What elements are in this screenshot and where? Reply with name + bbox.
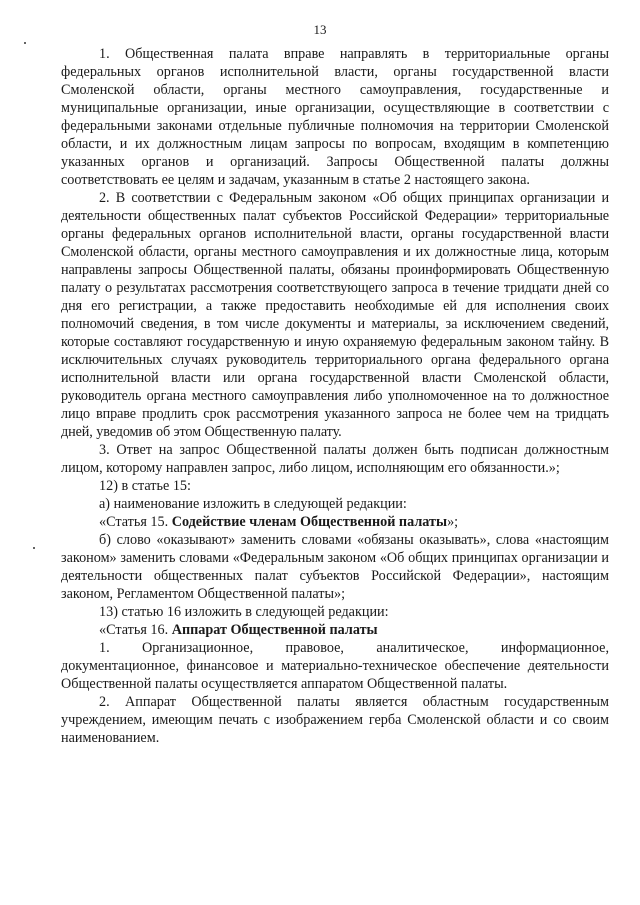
- article-16-heading: Аппарат Общественной палаты: [171, 622, 378, 638]
- article-16-prefix: «Статья 16.: [99, 622, 172, 638]
- article-15-heading: Содействие членам Общественной палаты: [171, 514, 448, 530]
- article-15-suffix: »;: [447, 514, 459, 530]
- paragraph-article-15-title: [61, 513, 609, 531]
- page-number: 13: [313, 22, 327, 37]
- paragraph-response-signature: 3. Ответ на запрос Общественной палаты должен быть подписан должностным лицом, которому направлен запрос, либо лицом, исполняющим его обязанности.»;: [61, 442, 609, 476]
- paragraph-item-13: 13) статью 16 изложить в следующей редакции:: [99, 604, 389, 620]
- scan-speck: [33, 547, 35, 549]
- paragraph-item-12b: б) слово «оказывают» заменить словами «обязаны оказывать», слова «настоящим законом» заменить словами «Федеральным законом «Об общих принципах организации и деятельности общественных палат субъектов Российской Федерации», настоящим законом, Регламентом Общественной палаты»;: [61, 532, 609, 602]
- paragraph-article-16-title: [61, 621, 609, 639]
- paragraph-item-12a: а) наименование изложить в следующей редакции:: [99, 496, 407, 512]
- document-body: [61, 45, 609, 747]
- paragraph-apparatus-support: 1. Организационное, правовое, аналитическое, информационное, документационное, финансовое и материально-техническое обеспечение деятельности Общественной палаты осуществляется аппаратом Общественной палаты.: [61, 640, 609, 692]
- paragraph-response-obligation: 2. В соответствии с Федеральным законом «Об общих принципах организации и деятельности общественных палат субъектов Российской Федерации» территориальные органы федеральных органов исполнительной власти, органы государственной власти Смоленской области, органы местного самоуправления и их должностные лица, которым направлены запросы Общественной палаты, обязаны проинформировать Общественную палату о результатах рассмотрения соответствующего запроса в течение тридцати дней со дня его регистрации, а также предоставить необходимые ей для исполнения своих полномочий сведения, в том числе документы и материалы, за исключением сведений, которые составляют государственную и иную охраняемую федеральным законом тайну. В исключительных случаях руководитель территориального органа федерального органа исполнительной власти или органа государственной власти Смоленской области, руководитель органа местного самоуправления либо уполномоченное на то должностное лицо вправе продлить срок рассмотрения указанного запроса не более чем на тридцать дней, уведомив об этом Общественную палату.: [61, 190, 609, 440]
- paragraph-item-12: 12) в статье 15:: [99, 478, 191, 494]
- scan-speck: [24, 42, 26, 44]
- article-15-prefix: «Статья 15.: [99, 514, 172, 530]
- paragraph-requests-right: 1. Общественная палата вправе направлять в территориальные органы федеральных органов исполнительной власти, органы государственной власти Смоленской области, органы местного самоуправления, государственные и муниципальные организации, иные организации, осуществляющие в соответствии с федеральными законами отдельные публичные полномочия на территории Смоленской области, и их должностным лицам запросы по вопросам, входящим в компетенцию указанных органов и организаций. Запросы Общественной палаты должны соответствовать ее целям и задачам, указанным в статье 2 настоящего закона.: [61, 46, 609, 188]
- paragraph-apparatus-status: 2. Аппарат Общественной палаты является областным государственным учреждением, имеющим печать с изображением герба Смоленской области и со своим наименованием.: [61, 694, 609, 746]
